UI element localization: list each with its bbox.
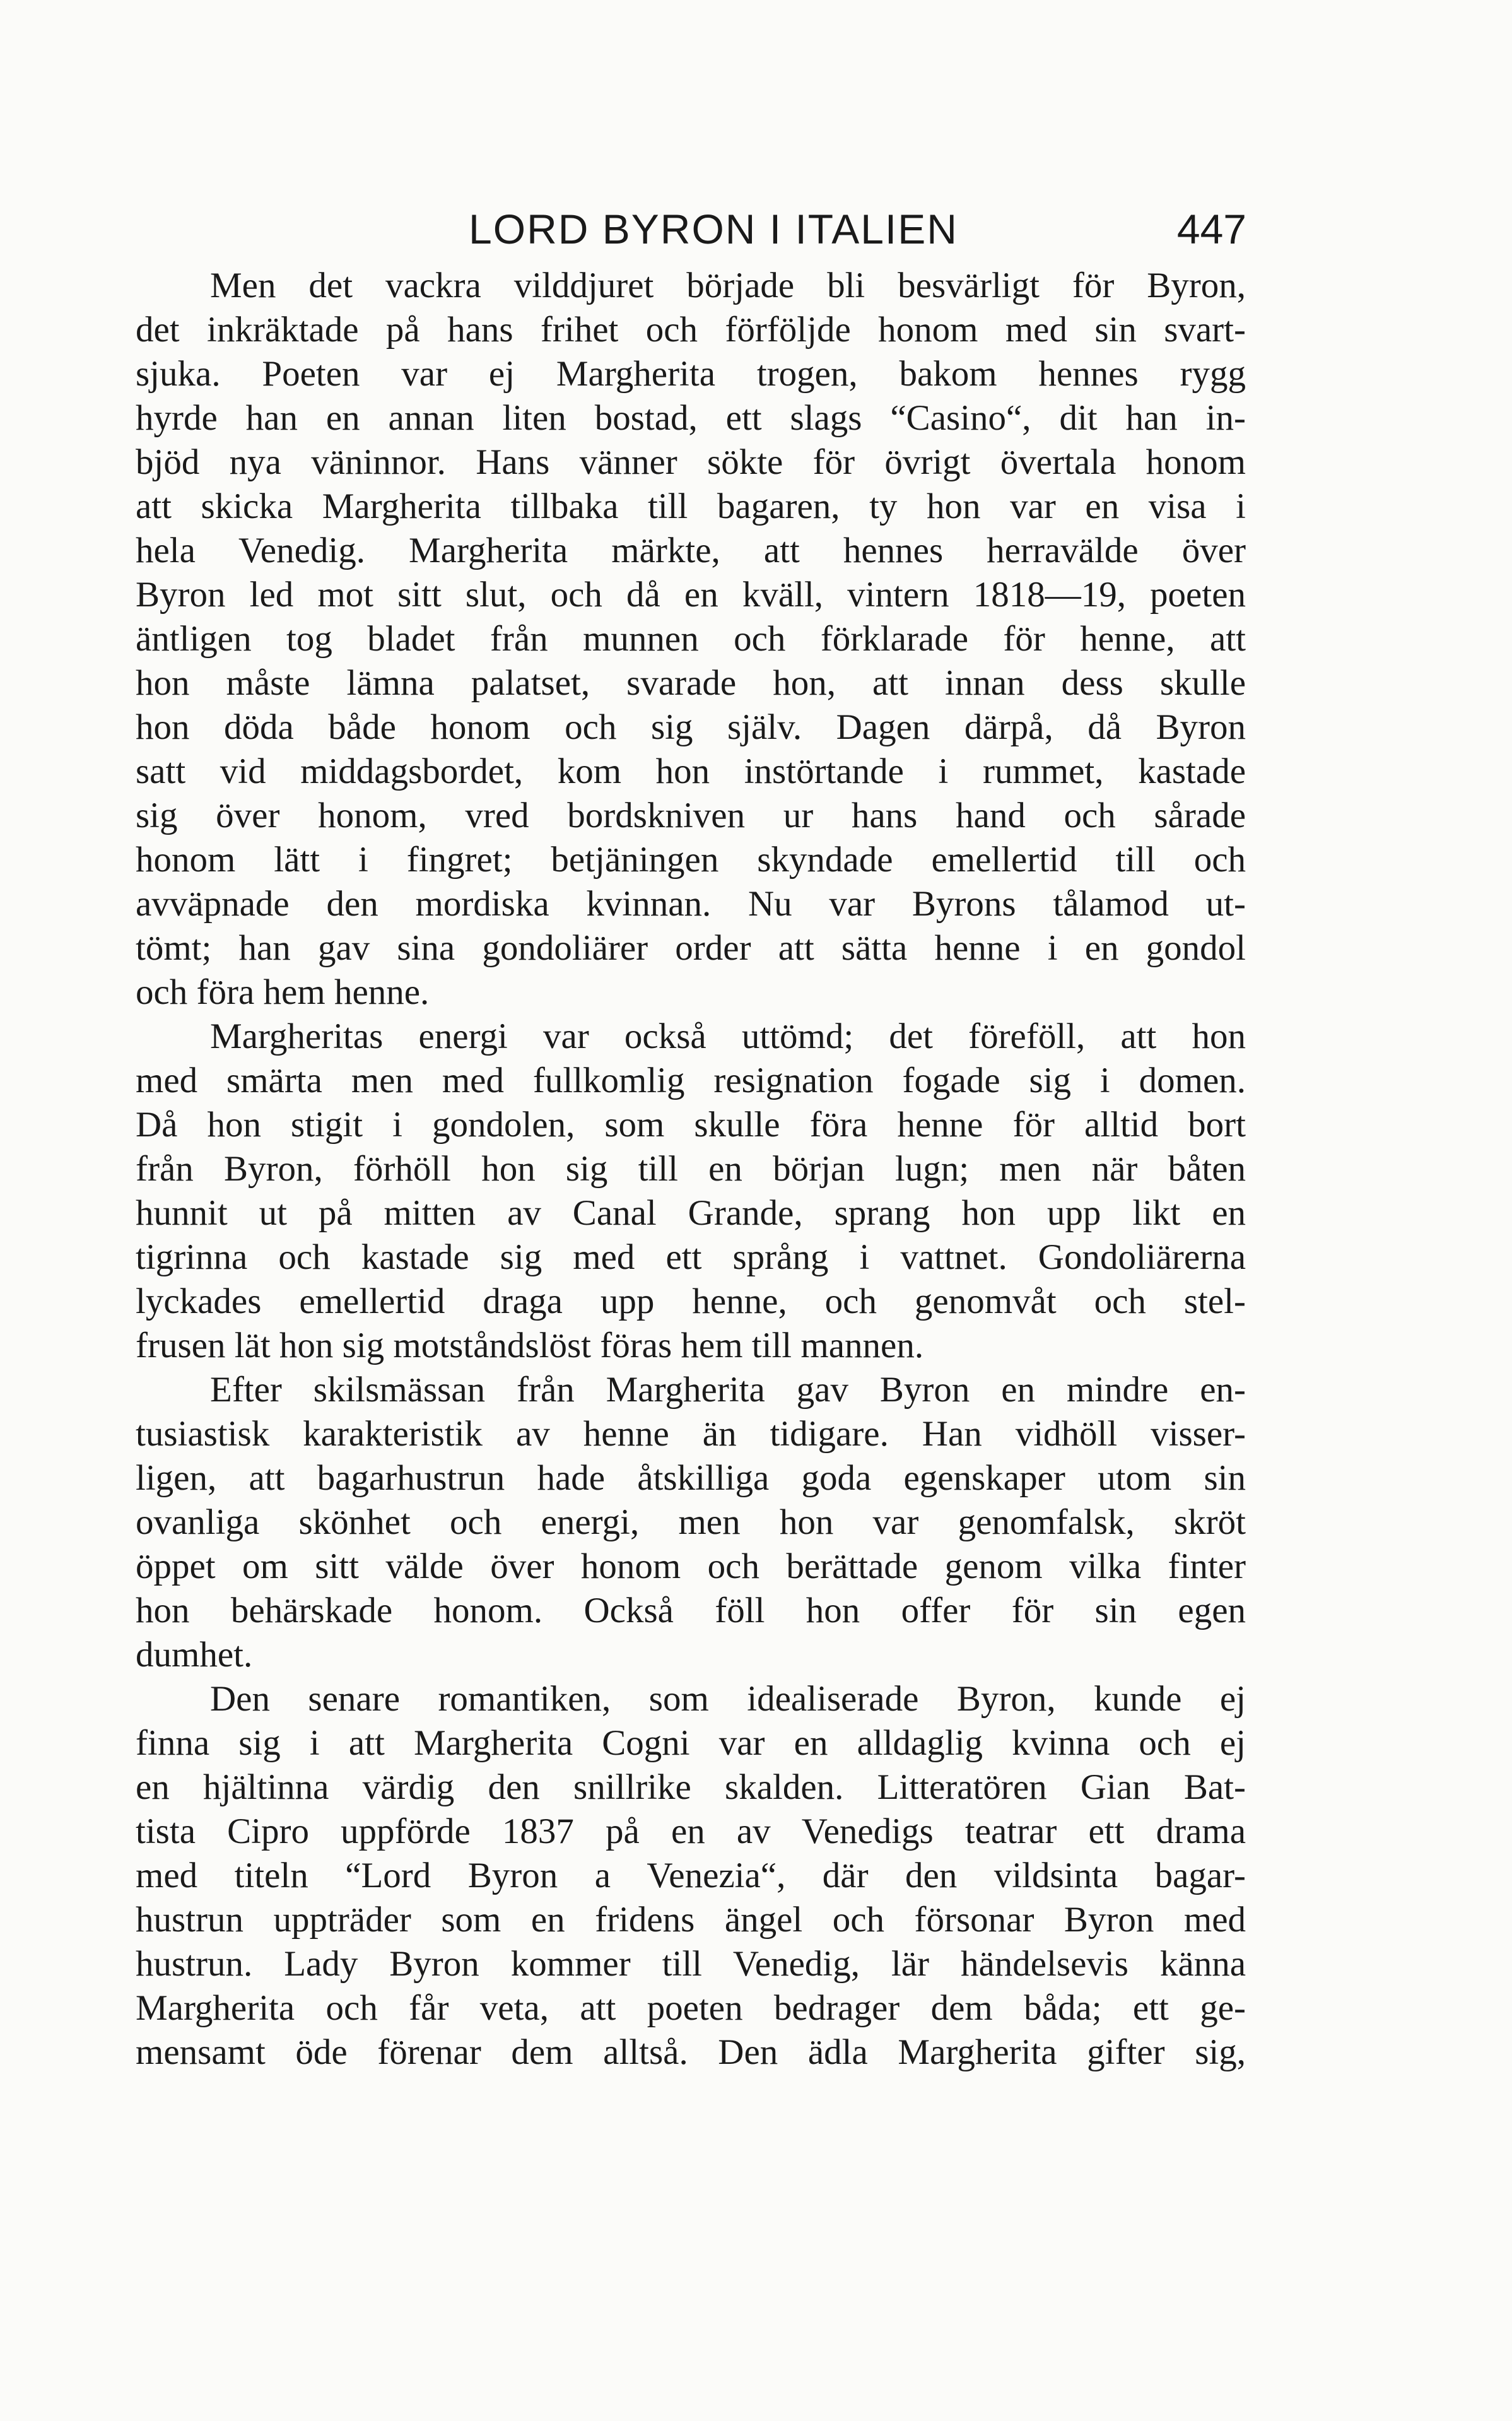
text-line: hustrun. Lady Byron kommer till Venedig, lär händelsevis känna [136, 1944, 1246, 1984]
text-line: hunnit ut på mitten av Canal Grande, sprang hon upp likt en [136, 1193, 1246, 1233]
text-line: från Byron, förhöll hon sig till en början lugn; men när båten [136, 1149, 1246, 1189]
text-line: en hjältinna värdig den snillrike skalden. Litteratören Gian Bat- [136, 1767, 1246, 1807]
text-line: tusiastisk karakteristik av henne än tidigare. Han vidhöll visser- [136, 1414, 1246, 1454]
text-line: hon döda både honom och sig själv. Dagen därpå, då Byron [136, 707, 1246, 747]
text-line: Men det vackra vilddjuret började bli besvärligt för Byron, [210, 266, 1246, 305]
text-line: Då hon stigit i gondolen, som skulle föra henne för alltid bort [136, 1105, 1246, 1145]
text-line: med titeln “Lord Byron a Venezia“, där den vildsinta bagar- [136, 1856, 1246, 1895]
running-head-title: LORD BYRON I ITALIEN [469, 206, 958, 252]
text-line: Byron led mot sitt slut, och då en kväll, vintern 1818—19, poeten [136, 575, 1246, 615]
text-line: äntligen tog bladet från munnen och förklarade för henne, att [136, 619, 1246, 659]
text-line: Den senare romantiken, som idealiserade Byron, kunde ej [210, 1679, 1246, 1719]
text-line: lyckades emellertid draga upp henne, och genomvåt och stel- [136, 1281, 1246, 1321]
text-line: hon behärskade honom. Också föll hon offer för sin egen [136, 1591, 1246, 1630]
text-line: satt vid middagsbordet, kom hon instörtande i rummet, kastade [136, 751, 1246, 791]
text-line: tömt; han gav sina gondoliärer order att sätta henne i en gondol [136, 928, 1246, 968]
text-line: hustrun uppträder som en fridens ängel och försonar Byron med [136, 1900, 1246, 1940]
text-line: honom lätt i fingret; betjäningen skyndade emellertid till och [136, 840, 1246, 880]
text-line: tista Cipro uppförde 1837 på en av Venedigs teatrar ett drama [136, 1811, 1246, 1851]
text-line: ovanliga skönhet och energi, men hon var genomfalsk, skröt [136, 1502, 1246, 1542]
text-line: avväpnade den mordiska kvinnan. Nu var Byrons tålamod ut- [136, 884, 1246, 924]
text-line: frusen lät hon sig motståndslöst föras hem till mannen. [136, 1326, 924, 1365]
text-line: hela Venedig. Margherita märkte, att hennes herravälde över [136, 531, 1246, 570]
text-line: med smärta men med fullkomlig resignation fogade sig i domen. [136, 1061, 1246, 1100]
text-line: hon måste lämna palatset, svarade hon, att innan dess skulle [136, 663, 1246, 703]
text-line: bjöd nya väninnor. Hans vänner sökte för övrigt övertala honom [136, 442, 1246, 482]
text-line: att skicka Margherita tillbaka till bagaren, ty hon var en visa i [136, 486, 1246, 526]
text-line: mensamt öde förenar dem alltså. Den ädla Margherita gifter sig, [136, 2032, 1246, 2072]
text-line: ligen, att bagarhustrun hade åtskilliga goda egenskaper utom sin [136, 1458, 1246, 1498]
text-line: dumhet. [136, 1635, 253, 1675]
text-line: hyrde han en annan liten bostad, ett slags “Casino“, dit han in- [136, 398, 1246, 438]
text-line: tigrinna och kastade sig med ett språng i vattnet. Gondoliärerna [136, 1237, 1246, 1277]
text-line: sjuka. Poeten var ej Margherita trogen, bakom hennes rygg [136, 354, 1246, 394]
text-line: finna sig i att Margherita Cogni var en alldaglig kvinna och ej [136, 1723, 1246, 1763]
text-line: och föra hem henne. [136, 972, 430, 1012]
page-number: 447 [1176, 206, 1246, 252]
text-line: Margheritas energi var också uttömd; det föreföll, att hon [210, 1016, 1246, 1056]
body-text [136, 264, 1246, 2075]
text-line: det inkräktade på hans frihet och förföljde honom med sin svart- [136, 310, 1246, 350]
text-line: sig över honom, vred bordskniven ur hans hand och sårade [136, 796, 1246, 835]
text-line: Efter skilsmässan från Margherita gav Byron en mindre en- [210, 1370, 1246, 1410]
text-line: öppet om sitt välde över honom och berättade genom vilka finter [136, 1546, 1246, 1586]
text-line: Margherita och får veta, att poeten bedrager dem båda; ett ge- [136, 1988, 1246, 2028]
running-head [180, 201, 1246, 257]
